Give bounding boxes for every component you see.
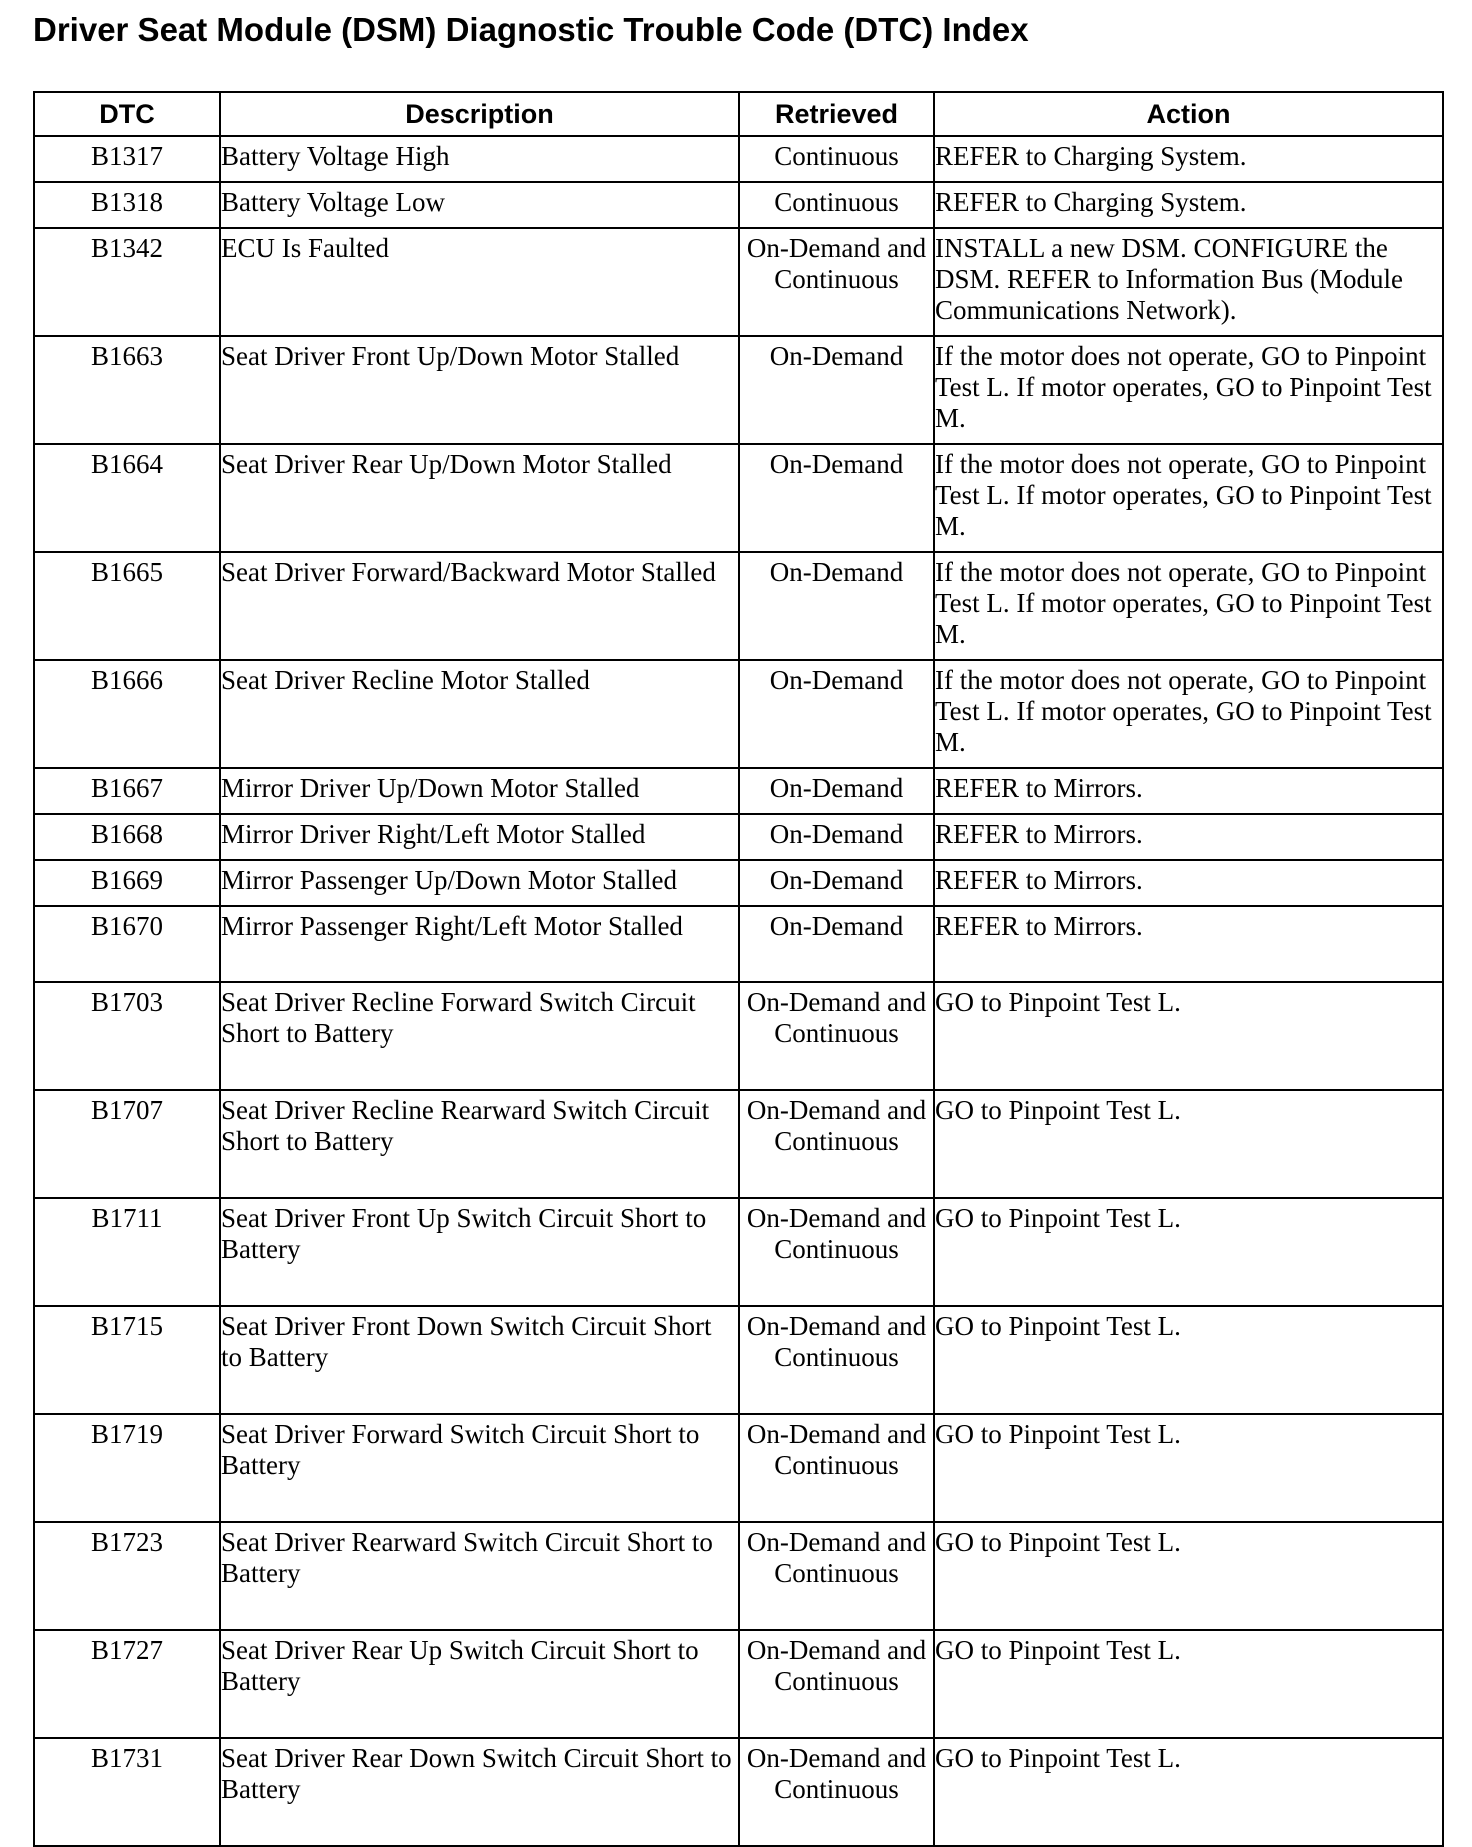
action-cell: If the motor does not operate, GO to Pinpoint Test L. If motor operates, GO to Pinpoint Test M. [934,444,1443,552]
table-row [34,182,1443,228]
dtc-code-cell: B1342 [34,228,220,336]
action-cell: REFER to Charging System. [934,182,1443,228]
retrieved-cell: On-Demand [739,906,934,982]
description-cell: Seat Driver Rear Down Switch Circuit Short to Battery [220,1738,739,1846]
action-cell: If the motor does not operate, GO to Pinpoint Test L. If motor operates, GO to Pinpoint Test M. [934,336,1443,444]
retrieved-cell: On-Demand [739,660,934,768]
retrieved-cell: On-Demand and Continuous [739,1738,934,1846]
column-header-description: Description [220,92,739,136]
retrieved-cell: On-Demand and Continuous [739,982,934,1090]
action-cell: REFER to Mirrors. [934,768,1443,814]
table-row [34,1630,1443,1738]
table-row [34,660,1443,768]
action-cell: GO to Pinpoint Test L. [934,1738,1443,1846]
table-header-row [34,92,1443,136]
table-row [34,444,1443,552]
description-cell: Seat Driver Front Down Switch Circuit Short to Battery [220,1306,739,1414]
table-row [34,768,1443,814]
table-row [34,136,1443,182]
retrieved-cell: On-Demand [739,552,934,660]
table-row [34,906,1443,982]
table-row [34,228,1443,336]
retrieved-cell: Continuous [739,136,934,182]
column-header-dtc: DTC [34,92,220,136]
dtc-code-cell: B1665 [34,552,220,660]
dtc-code-cell: B1707 [34,1090,220,1198]
retrieved-cell: On-Demand [739,814,934,860]
column-header-retrieved: Retrieved [739,92,934,136]
dtc-code-cell: B1715 [34,1306,220,1414]
description-cell: Seat Driver Forward Switch Circuit Short to Battery [220,1414,739,1522]
description-cell: Mirror Driver Up/Down Motor Stalled [220,768,739,814]
action-cell: REFER to Mirrors. [934,906,1443,982]
description-cell: Seat Driver Recline Forward Switch Circuit Short to Battery [220,982,739,1090]
retrieved-cell: On-Demand [739,336,934,444]
description-cell: Battery Voltage High [220,136,739,182]
table-row [34,1522,1443,1630]
description-cell: Seat Driver Rear Up/Down Motor Stalled [220,444,739,552]
dtc-code-cell: B1667 [34,768,220,814]
table-row [34,814,1443,860]
table-row [34,982,1443,1090]
dtc-code-cell: B1670 [34,906,220,982]
table-row [34,1414,1443,1522]
page-title: Driver Seat Module (DSM) Diagnostic Trouble Code (DTC) Index [33,11,1029,48]
table-row [34,860,1443,906]
action-cell: GO to Pinpoint Test L. [934,982,1443,1090]
dtc-code-cell: B1317 [34,136,220,182]
description-cell: Seat Driver Front Up/Down Motor Stalled [220,336,739,444]
action-cell: INSTALL a new DSM. CONFIGURE the DSM. REFER to Information Bus (Module Communications Network). [934,228,1443,336]
description-cell: Seat Driver Recline Motor Stalled [220,660,739,768]
retrieved-cell: On-Demand and Continuous [739,228,934,336]
retrieved-cell: On-Demand [739,860,934,906]
action-cell: If the motor does not operate, GO to Pinpoint Test L. If motor operates, GO to Pinpoint Test M. [934,660,1443,768]
description-cell: Mirror Passenger Right/Left Motor Stalled [220,906,739,982]
action-cell: If the motor does not operate, GO to Pinpoint Test L. If motor operates, GO to Pinpoint Test M. [934,552,1443,660]
dtc-code-cell: B1668 [34,814,220,860]
dtc-code-cell: B1664 [34,444,220,552]
description-cell: Seat Driver Forward/Backward Motor Stalled [220,552,739,660]
action-cell: REFER to Charging System. [934,136,1443,182]
description-cell: Mirror Driver Right/Left Motor Stalled [220,814,739,860]
table-row [34,1198,1443,1306]
action-cell: GO to Pinpoint Test L. [934,1306,1443,1414]
dtc-code-cell: B1731 [34,1738,220,1846]
action-cell: GO to Pinpoint Test L. [934,1522,1443,1630]
retrieved-cell: On-Demand [739,444,934,552]
retrieved-cell: On-Demand and Continuous [739,1198,934,1306]
dtc-code-cell: B1719 [34,1414,220,1522]
table-row [34,552,1443,660]
action-cell: REFER to Mirrors. [934,814,1443,860]
table-row [34,1306,1443,1414]
action-cell: GO to Pinpoint Test L. [934,1630,1443,1738]
dtc-code-cell: B1663 [34,336,220,444]
dtc-index-table [33,91,1444,1847]
table-row [34,1090,1443,1198]
description-cell: Seat Driver Recline Rearward Switch Circuit Short to Battery [220,1090,739,1198]
action-cell: REFER to Mirrors. [934,860,1443,906]
retrieved-cell: On-Demand and Continuous [739,1090,934,1198]
dtc-code-cell: B1318 [34,182,220,228]
description-cell: ECU Is Faulted [220,228,739,336]
retrieved-cell: On-Demand [739,768,934,814]
table-row [34,1738,1443,1846]
dtc-code-cell: B1703 [34,982,220,1090]
retrieved-cell: On-Demand and Continuous [739,1306,934,1414]
retrieved-cell: On-Demand and Continuous [739,1630,934,1738]
description-cell: Seat Driver Front Up Switch Circuit Short to Battery [220,1198,739,1306]
table-row [34,336,1443,444]
retrieved-cell: On-Demand and Continuous [739,1522,934,1630]
dtc-code-cell: B1727 [34,1630,220,1738]
description-cell: Mirror Passenger Up/Down Motor Stalled [220,860,739,906]
description-cell: Seat Driver Rear Up Switch Circuit Short to Battery [220,1630,739,1738]
description-cell: Seat Driver Rearward Switch Circuit Short to Battery [220,1522,739,1630]
dtc-code-cell: B1723 [34,1522,220,1630]
action-cell: GO to Pinpoint Test L. [934,1414,1443,1522]
retrieved-cell: On-Demand and Continuous [739,1414,934,1522]
dtc-code-cell: B1666 [34,660,220,768]
dtc-code-cell: B1669 [34,860,220,906]
column-header-action: Action [934,92,1443,136]
dtc-code-cell: B1711 [34,1198,220,1306]
description-cell: Battery Voltage Low [220,182,739,228]
retrieved-cell: Continuous [739,182,934,228]
action-cell: GO to Pinpoint Test L. [934,1090,1443,1198]
action-cell: GO to Pinpoint Test L. [934,1198,1443,1306]
